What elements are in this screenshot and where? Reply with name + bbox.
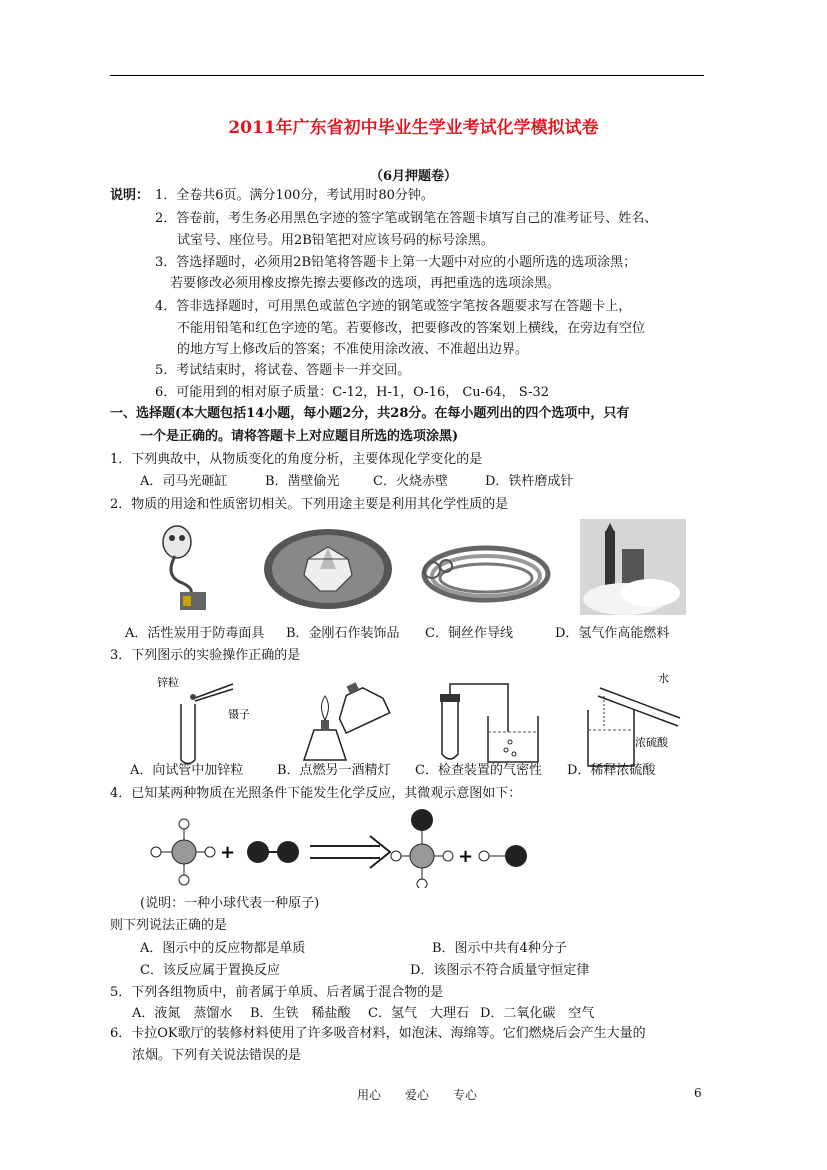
q4-option-c: C．该反应属于置换反应 [140,963,280,978]
note-item: 2．答卷前，考生务必用黑色字迹的签字笔或钢笔在答题卡填写自己的准考证号、姓名、 [155,211,658,226]
q1-option-d: D．铁杵磨成针 [485,474,574,489]
molecule-reaction-diagram [148,806,533,888]
rocket-launch-image [580,519,686,615]
q2-option-d: D．氢气作高能燃料 [555,626,670,641]
q5-option-b: B．生铁 稀盐酸 [250,1006,351,1021]
note-item: 试室号、座位号。用2B铅笔把对应该号码的标号涂黑。 [177,233,494,248]
section-heading: 一、选择题(本大题包括14小题，每小题2分，共28分。在每小题列出的四个选项中，只有 [110,406,630,421]
q2-stem: 2．物质的用途和性质密切相关。下列用途主要是利用其化学性质的是 [110,497,509,512]
alcohol-lamp-diagram [290,680,398,768]
svg-text:+: + [220,842,236,863]
q3-option-b: B．点燃另一酒精灯 [277,763,391,778]
water-label: 水 [658,673,669,685]
dilute-acid-diagram [580,668,690,768]
footer-motto: 用心 爱心 专心 [357,1088,478,1102]
q1-option-a: A．司马光砸缸 [140,474,228,489]
exam-subtitle: （6月押题卷） [369,169,458,184]
q3-option-d: D．稀释浓硫酸 [567,763,656,778]
q3-option-a: A．向试管中加锌粒 [130,763,244,778]
notes-label: 说明： [110,188,150,203]
q4-option-a: A．图示中的反应物都是单质 [140,941,306,956]
q2-option-c: C．铜丝作导线 [425,626,513,641]
note-item: 1．全卷共6页。满分100分，考试用时80分钟。 [155,188,434,203]
page-number: 6 [694,1086,702,1100]
q4-option-b: B．图示中共有4种分子 [432,941,567,956]
diamond-image [262,527,394,611]
q4-stem: 4．已知某两种物质在光照条件下能发生化学反应，其微观示意图如下： [110,786,522,801]
zinc-label: 锌粒 [157,677,179,689]
q4-option-d: D．该图示不符合质量守恒定律 [410,963,590,978]
note-item: 5．考试结束时，将试卷、答题卡一并交回。 [155,363,411,378]
note-item: 不能用铅笔和红色字迹的笔。若要修改，把要修改的答案划上横线，在旁边有空位 [177,321,646,336]
note-item: 的地方写上修改后的答案；不准使用涂改液、不准超出边界。 [177,342,529,357]
note-item: 4．答非选择题时，可用黑色或蓝色字迹的钢笔或签字笔按各题要求写在答题卡上， [155,299,632,314]
gas-mask-image [155,520,225,612]
note-item: 若要修改必须用橡皮擦先擦去要修改的选项，再把重选的选项涂黑。 [170,276,561,291]
airtightness-diagram [430,676,550,768]
note-item: 3．答选择题时，必须用2B铅笔将答题卡上第一大题中对应的小题所选的选项涂黑； [155,255,637,270]
q1-option-b: B．凿壁偷光 [265,474,340,489]
q6-stem-cont: 浓烟。下列有关说法错误的是 [132,1048,302,1063]
q4-note: (说明：一种小球代表一种原子) [140,896,320,911]
q5-stem: 5．下列各组物质中，前者属于单质、后者属于混合物的是 [110,985,444,1000]
tweezers-label: 镊子 [228,709,250,721]
q5-option-c: C．氢气 大理石 [368,1006,469,1021]
acid-label: 浓硫酸 [635,737,668,749]
q3-stem: 3．下列图示的实验操作正确的是 [110,648,301,663]
q1-option-c: C．火烧赤壁 [373,474,448,489]
zinc-tube-diagram [155,672,255,767]
section-heading-cont: 一个是正确的。请将答题卡上对应题目所选的选项涂黑) [140,429,459,444]
copper-wire-image [408,540,553,612]
q4-lead: 则下列说法正确的是 [110,918,228,933]
q1-stem: 1．下列典故中，从物质变化的角度分析，主要体现化学变化的是 [110,452,483,467]
exam-title: 2011年广东省初中毕业生学业考试化学模拟试卷 [228,118,599,138]
q2-option-a: A．活性炭用于防毒面具 [125,626,265,641]
q2-option-b: B．金刚石作装饰品 [286,626,400,641]
svg-text:+: + [458,846,474,867]
q5-option-a: A．液氮 蒸馏水 [132,1006,233,1021]
header-rule [110,75,704,76]
note-item: 6．可能用到的相对原子质量：C-12，H-1，O-16， Cu-64， S-32 [155,385,550,400]
q5-option-d: D．二氧化碳 空气 [480,1006,595,1021]
q6-stem: 6．卡拉OK歌厅的装修材料使用了许多吸音材料，如泡沫、海绵等。它们燃烧后会产生大量的 [110,1026,646,1041]
q3-option-c: C．检查装置的气密性 [415,763,542,778]
